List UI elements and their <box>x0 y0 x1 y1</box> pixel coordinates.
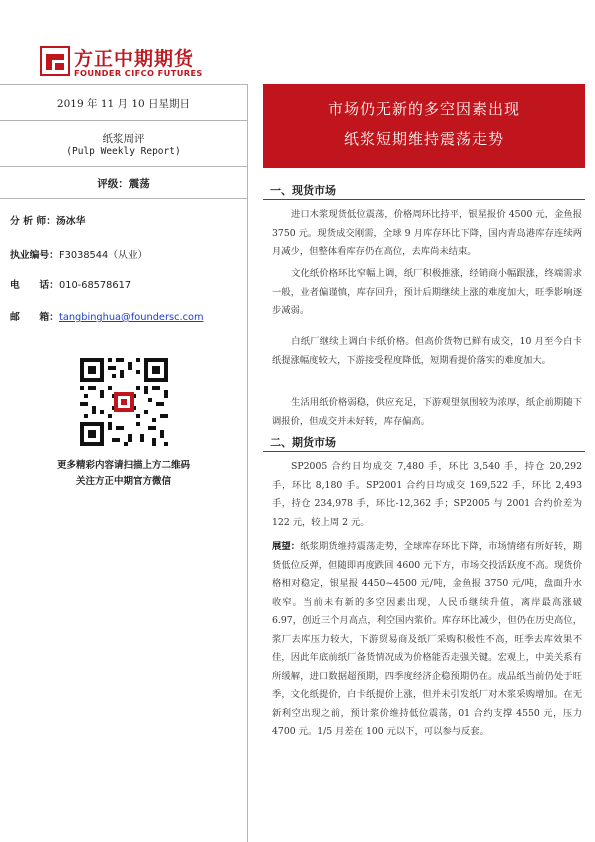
divider <box>0 198 247 199</box>
section-rule <box>263 199 585 200</box>
headline-line2: 纸浆短期维持震荡走势 <box>343 130 504 148</box>
brand-name-en: FOUNDER CIFCO FUTURES <box>74 68 203 78</box>
analyst-name: 汤冰华 <box>56 216 86 227</box>
analyst-license: F3038544（从业） <box>58 250 148 261</box>
headline-line1: 市场仍无新的多空因素出现 <box>327 100 520 118</box>
outlook-label: 展望： <box>272 541 301 552</box>
wechat-qr-code <box>78 356 170 448</box>
analyst-email-link[interactable]: tangbinghua@foundersc.com <box>58 312 204 323</box>
analyst-license-row <box>10 247 147 261</box>
report-type-en: (Pulp Weekly Report) <box>66 146 181 157</box>
futures-paragraph: SP2005 合约日均成交 7,480 手，环比 3,540 手，持仓 20,292 手，环比 8,180 手。SP2001 合约日均成交 169,522 手，环比 2,493 手，持仓 234,978 手，环比-12,362 手；SP2005 与 2001 合约价差为 122 元，较上周 2 元。 <box>272 461 582 528</box>
brand-logo-mark-icon <box>40 46 70 76</box>
spot-paragraph: 文化纸价格环比窄幅上调，纸厂积极推涨，经销商小幅跟涨，终端需求一般，业者偏谨慎，库存回升，预计后期继续上涨的难度加大，旺季影响逐步减弱。 <box>272 268 582 316</box>
divider <box>0 84 247 85</box>
qr-caption-line1: 更多精彩内容请扫描上方二维码 <box>56 460 190 471</box>
spot-paragraph: 进口木浆现货低位震荡，价格周环比持平，银星报价 4500 元，金鱼报 3750 元。现货成交刚需，全球 9 月库存环比下降，国内青岛港库存连续两月减少，但整体看库存仍在高位，去库尚未结束。 <box>272 209 582 257</box>
brand-logo <box>40 44 240 84</box>
outlook-paragraph <box>272 538 582 742</box>
analyst-email-row <box>10 309 204 323</box>
report-type-cn: 纸浆周评 <box>102 133 145 145</box>
spot-paragraph: 生活用纸价格弱稳，供应充足，下游观望氛围较为浓厚，纸企前期随下调报价，但成交并未好转，库存偏高。 <box>272 397 582 427</box>
analyst-phone-row <box>10 277 131 291</box>
analyst-name-label: 分 析 师： <box>10 216 57 227</box>
qr-caption-line2: 关注方正中期官方微信 <box>75 476 171 487</box>
divider <box>0 166 247 167</box>
section-rule <box>263 451 585 452</box>
analyst-phone-label: 电 话： <box>10 280 59 291</box>
analyst-phone: 010-68578617 <box>58 280 132 291</box>
section-title-spot: 一、现货市场 <box>270 184 336 197</box>
divider <box>0 120 247 121</box>
analyst-name-row <box>10 213 85 227</box>
analyst-email-label: 邮 箱： <box>10 312 59 323</box>
analyst-license-label: 执业编号： <box>10 250 59 261</box>
report-date: 2019 年 11 月 10 日星期日 <box>56 98 191 110</box>
brand-name-cn: 方正中期期货 <box>74 48 195 70</box>
report-rating: 评级：震荡 <box>97 178 150 190</box>
column-divider <box>247 84 248 842</box>
spot-paragraph: 白纸厂继续上调白卡纸价格。但高价货物已鲜有成交，10 月至今白卡纸提涨幅度较大，下游接受程度降低，短期看提价落实的难度加大。 <box>272 336 582 366</box>
headline-banner <box>263 84 585 168</box>
section-title-futures: 二、期货市场 <box>270 436 336 449</box>
outlook-text: 纸浆期货维持震荡走势，全球库存环比下降，市场情绪有所好转，期货低位反弹，但随即再度跌回 4600 元下方，市场交投活跃度不高。现货价格相对稳定，银星报 4450~4500 元/吨，金鱼报 3750 元/吨，盘面升水收窄。当前未有新的多空因素出现，人民币继续升值，离岸最高涨破 6.97，创近三个月高点，利空国内浆价。库存环比减少，但仍在历史高位，浆厂去库压力较大，下游贸易商及纸厂采购积极性不高，旺季去库效果不佳，因此年底前纸厂备货情况成为价格能否走强关键。宏观上，中美关系有所缓解，进口数据超预期，四季度经济企稳预期仍在。成品纸当前仍处于旺季，文化纸提价，白卡纸提价上涨，但并未引发纸厂对木浆采购增加。在无新利空出现之前，预计浆价维持低位震荡，01 合约支撑 4550 元，压力 4700 元。1/5 月差在 100 元以下，可以参与反套。 <box>272 541 582 737</box>
